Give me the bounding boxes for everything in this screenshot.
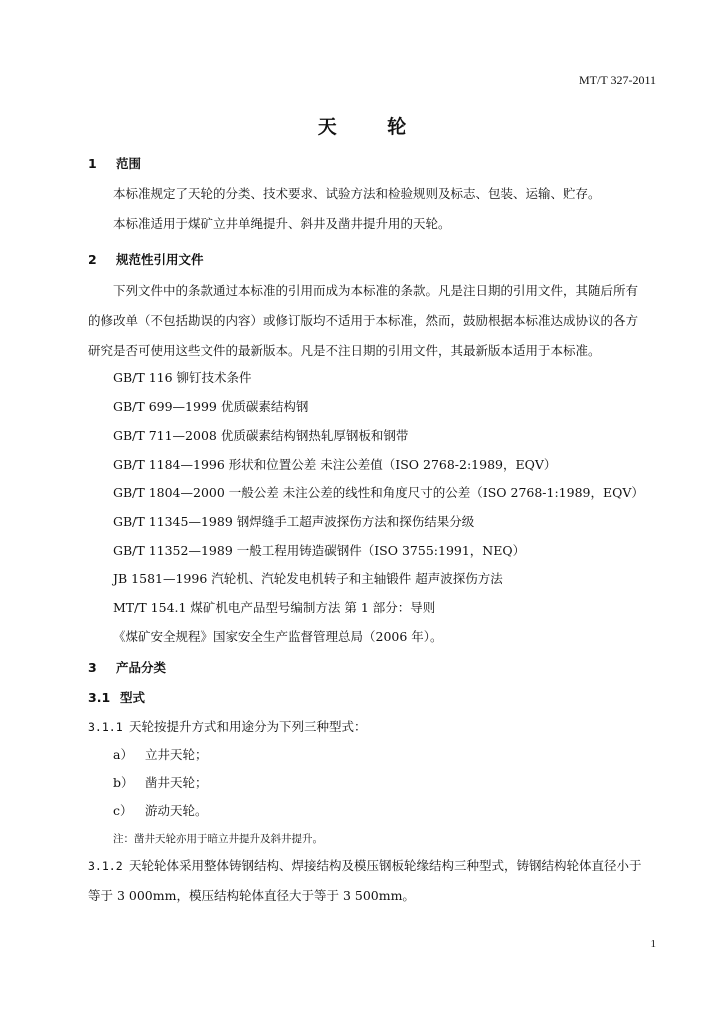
clause-text: 天轮按提升方式和用途分为下列三种型式： <box>129 719 367 734</box>
section-title: 规范性引用文件 <box>116 252 204 267</box>
section-1-heading <box>88 156 141 172</box>
section-2-heading <box>88 252 204 268</box>
list-item <box>113 775 208 791</box>
reference-item: GB/T 1804—2000 一般公差 未注公差的线性和角度尺寸的公差（ISO 2768-1:1989，EQV） <box>113 485 644 500</box>
paragraph-line: 研究是否可使用这些文件的最新版本。凡是不注日期的引用文件，其最新版本适用于本标准。 <box>88 343 601 358</box>
list-item <box>113 803 208 819</box>
subsection-3-1-heading <box>88 690 145 706</box>
clause-3-1-2 <box>88 858 642 874</box>
reference-item: 《煤矿安全规程》国家安全生产监督管理总局（2006 年）。 <box>113 629 443 644</box>
section-title: 产品分类 <box>116 660 167 675</box>
reference-item: GB/T 711—2008 优质碳素结构钢热轧厚钢板和钢带 <box>113 428 409 443</box>
list-item <box>113 747 208 763</box>
note: 注：凿井天轮亦用于暗立井提升及斜井提升。 <box>113 833 323 845</box>
list-text: 凿井天轮； <box>145 775 208 790</box>
list-text: 立井天轮； <box>145 747 208 762</box>
list-marker: b） <box>113 775 134 790</box>
list-marker: a） <box>113 747 133 762</box>
reference-item: JB 1581—1996 汽轮机、汽轮发电机转子和主轴锻件 超声波探伤方法 <box>113 571 503 586</box>
paragraph-line: 等于 3 000mm，模压结构轮体直径大于等于 3 500mm。 <box>88 888 415 903</box>
reference-item: GB/T 116 铆钉技术条件 <box>113 370 252 385</box>
subsection-number: 3.1 <box>88 690 111 705</box>
section-title: 范围 <box>116 156 142 171</box>
paragraph: 本标准适用于煤矿立井单绳提升、斜井及凿井提升用的天轮。 <box>113 216 451 231</box>
reference-item: GB/T 11352—1989 一般工程用铸造碳钢件（ISO 3755:1991，NEQ） <box>113 543 526 558</box>
subsection-title: 型式 <box>120 690 146 705</box>
clause-3-1-1 <box>88 719 367 735</box>
reference-item: GB/T 1184—1996 形状和位置公差 未注公差值（ISO 2768-2:1989，EQV） <box>113 457 557 472</box>
standard-number: MT/T 327-2011 <box>579 73 656 87</box>
clause-number: 3.1.2 <box>88 859 123 873</box>
reference-item: GB/T 699—1999 优质碳素结构钢 <box>113 399 309 414</box>
list-marker: c） <box>113 803 133 818</box>
page-title: 天 轮 <box>317 116 429 138</box>
paragraph-line: 下列文件中的条款通过本标准的引用而成为本标准的条款。凡是注日期的引用文件，其随后所有 <box>113 283 639 298</box>
page-number: 1 <box>650 938 656 950</box>
reference-item: MT/T 154.1 煤矿机电产品型号编制方法 第 1 部分：导则 <box>113 600 436 615</box>
section-3-heading <box>88 660 166 676</box>
clause-number: 3.1.1 <box>88 720 123 734</box>
section-number: 1 <box>88 156 97 171</box>
reference-item: GB/T 11345—1989 钢焊缝手工超声波探伤方法和探伤结果分级 <box>113 514 475 529</box>
section-number: 3 <box>88 660 97 675</box>
list-text: 游动天轮。 <box>145 803 208 818</box>
clause-text: 天轮轮体采用整体铸钢结构、焊接结构及模压钢板轮缘结构三种型式，铸钢结构轮体直径小于 <box>129 858 642 873</box>
section-number: 2 <box>88 252 97 267</box>
paragraph: 本标准规定了天轮的分类、技术要求、试验方法和检验规则及标志、包装、运输、贮存。 <box>113 186 601 201</box>
paragraph-line: 的修改单（不包括勘误的内容）或修订版均不适用于本标准，然而，鼓励根据本标准达成协议的各方 <box>88 313 639 328</box>
